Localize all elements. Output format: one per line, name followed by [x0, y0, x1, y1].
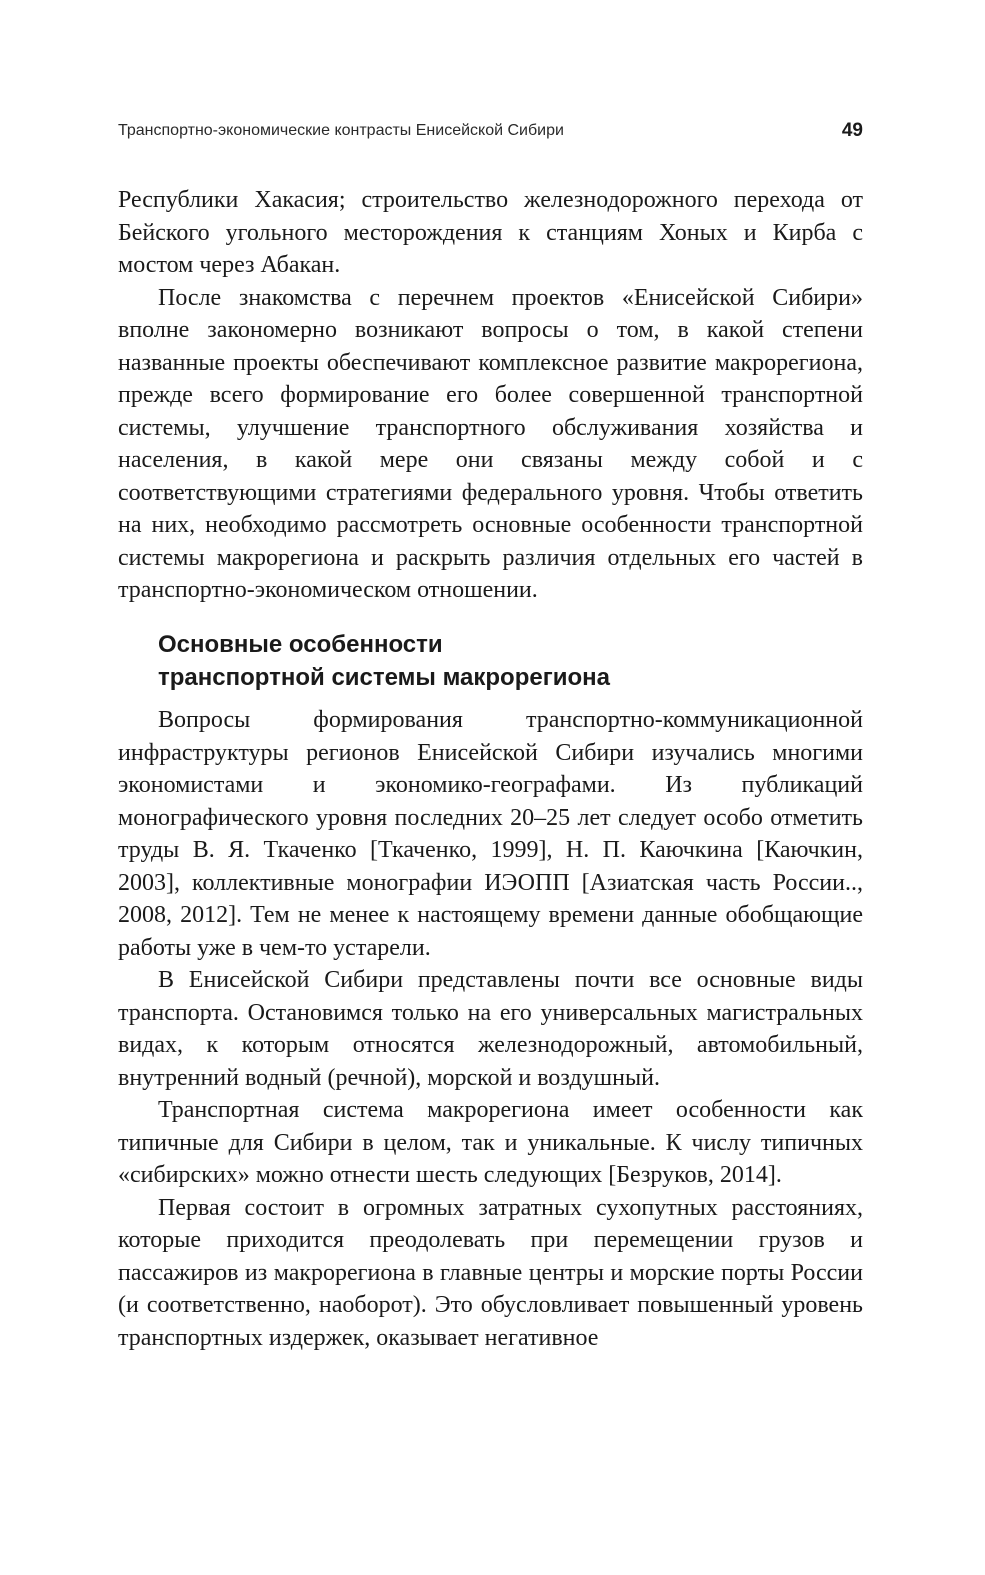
paragraph: После знакомства с перечнем проектов «Енисейской Сибири» вполне закономерно возникают вопросы о том, в какой степени названные проекты обеспечивают комплексное развитие макрорегиона, прежде всего формирование его более совершенной транспортной системы, улучшение транспортного обслуживания хозяйства и населения, в какой мере они связаны между собой и с соответствующими стратегиями федерального уровня. Чтобы ответить на них, необходимо рассмотреть основные особенности транспортной системы макрорегиона и раскрыть различия отдельных его частей в транспортно-экономическом отношении.	[118, 284, 863, 603]
body-text-bottom	[118, 704, 863, 1354]
running-header	[118, 120, 863, 146]
running-title: Транспортно-экономические контрасты Енисейской Сибири	[118, 122, 564, 139]
page-number: 49	[841, 120, 863, 141]
section-heading	[118, 628, 863, 694]
paragraph: Вопросы формирования транспортно-коммуникационной инфраструктуры регионов Енисейской Сибири изучались многими экономистами и экономико-географами. Из публикаций монографического уровня последних 20–25 лет следует особо отметить труды В. Я. Ткаченко [Ткаченко, 1999], Н. П. Каючкина [Каючкин, 2003], коллективные монографии ИЭОПП [Азиатская часть России.., 2008, 2012]. Тем не менее к настоящему времени данные обобщающие работы уже в чем-то устарели.	[118, 707, 863, 961]
section-heading-line2: транспортной системы макрорегиона	[158, 664, 610, 691]
section-heading-line1: Основные особенности	[158, 631, 443, 658]
section-heading-block	[118, 628, 863, 694]
paragraph-continuation: Республики Хакасия; строительство железнодорожного перехода от Бейского угольного месторождения к станциям Хоных и Кирба с мостом через Абакан.	[118, 187, 863, 278]
paragraph: В Енисейской Сибири представлены почти все основные виды транспорта. Остановимся только на его универсальных магистральных видах, к которым относятся железнодорожный, автомобильный, внутренний водный (речной), морской и воздушный.	[118, 967, 863, 1091]
paragraph: Первая состоит в огромных затратных сухопутных расстояниях, которые приходится преодолевать при перемещении грузов и пассажиров из макрорегиона в главные центры и морские порты России (и соответственно, наоборот). Это обусловливает повышенный уровень транспортных издержек, оказывает негативное	[118, 1194, 863, 1351]
paragraph: Транспортная система макрорегиона имеет особенности как типичные для Сибири в целом, так и уникальные. К числу типичных «сибирских» можно отнести шесть следующих [Безруков, 2014].	[118, 1097, 863, 1188]
body-text-top	[118, 184, 863, 607]
